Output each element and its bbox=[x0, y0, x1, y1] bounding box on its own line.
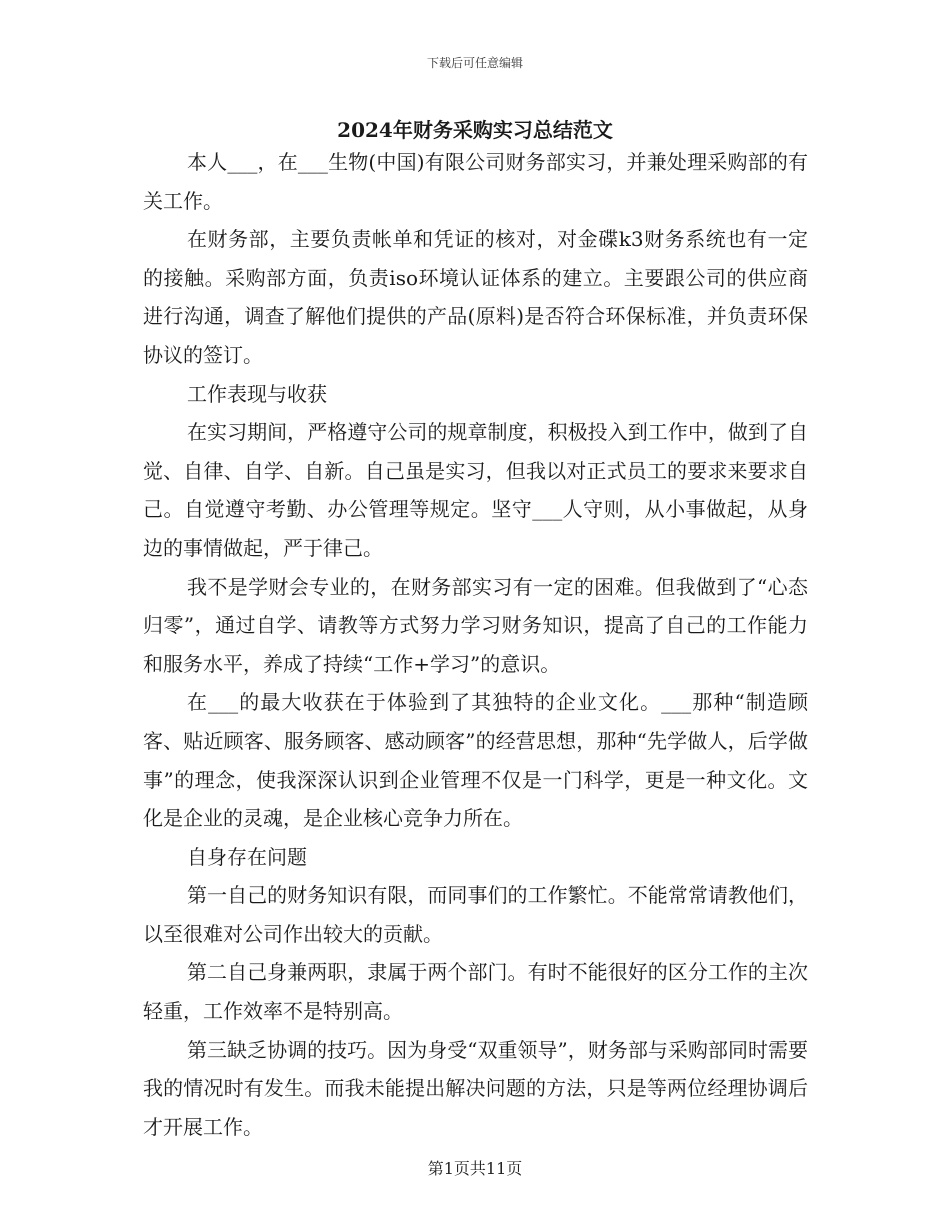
paragraph-problem-3: 第三缺乏协调的技巧。因为身受“双重领导”，财务部与采购部同时需要我的情况时有发生。而我未能提出解决问题的方法，只是等两位经理协调后才开展工作。 bbox=[143, 1037, 808, 1139]
paragraph-culture: 在___的最大收获在于体验到了其独特的企业文化。___那种“制造顾客、贴近顾客、服务顾客、感动顾客”的经营思想，那种“先学做人，后学做事”的理念，使我深深认识到企业管理不仅是一门科学，更是一种文化。文化是企业的灵魂，是企业核心竞争力所在。 bbox=[143, 690, 808, 831]
document-title: 2024年财务采购实习总结范文 bbox=[337, 118, 613, 142]
paragraph-problem-2: 第二自己身兼两职，隶属于两个部门。有时不能很好的区分工作的主次轻重，工作效率不是特别高。 bbox=[143, 960, 808, 1024]
section-heading-problems: 自身存在问题 bbox=[187, 844, 307, 869]
paragraph-duties: 在财务部，主要负责帐单和凭证的核对，对金碟k3财务系统也有一定的接触。采购部方面，负责iso环境认证体系的建立。主要跟公司的供应商进行沟通，调查了解他们提供的产品(原料)是否符合环保标准，并负责环保协议的签订。 bbox=[143, 227, 808, 367]
paragraph-learning: 我不是学财会专业的，在财务部实习有一定的困难。但我做到了“心态归零”，通过自学、请教等方式努力学习财务知识，提高了自己的工作能力和服务水平，养成了持续“工作+学习”的意识。 bbox=[143, 574, 808, 676]
paragraph-problem-1: 第一自己的财务知识有限，而同事们的工作繁忙。不能常常请教他们，以至很难对公司作出较大的贡献。 bbox=[143, 883, 808, 946]
paragraph-discipline: 在实习期间，严格遵守公司的规章制度，积极投入到工作中，做到了自觉、自律、自学、自新。自己虽是实习，但我以对正式员工的要求来要求自己。自觉遵守考勤、办公管理等规定。坚守___人守则，从小事做起，从身边的事情做起，严于律己。 bbox=[143, 420, 808, 560]
section-heading-performance: 工作表现与收获 bbox=[187, 381, 327, 406]
paragraph-intro: 本人___，在___生物(中国)有限公司财务部实习，并兼处理采购部的有关工作。 bbox=[143, 150, 808, 213]
document-body bbox=[143, 143, 808, 1146]
page-header-note: 下载后可任意编辑 bbox=[426, 56, 523, 70]
page-footer-number: 第1页共11页 bbox=[427, 1159, 523, 1178]
